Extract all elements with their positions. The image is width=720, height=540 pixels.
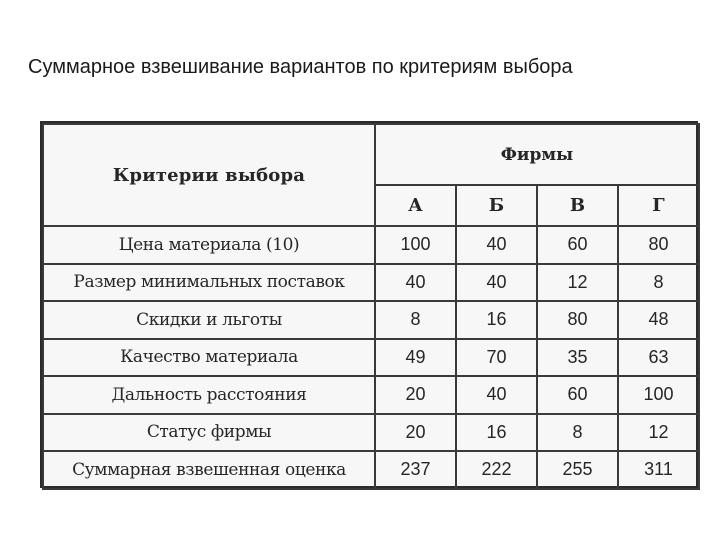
- value-cell: 60: [537, 226, 618, 264]
- table-row: [43, 264, 699, 302]
- total-value-cell: 255: [537, 451, 618, 489]
- value-cell: 20: [375, 414, 456, 452]
- value-cell: 100: [375, 226, 456, 264]
- table-row: [43, 376, 699, 414]
- criterion-cell: Скидки и льготы: [43, 301, 375, 339]
- value-cell: 12: [618, 414, 699, 452]
- table-header-row: [43, 124, 699, 185]
- value-cell: 8: [537, 414, 618, 452]
- criteria-table-figure: [40, 121, 698, 488]
- total-value-cell: 311: [618, 451, 699, 489]
- firm-header-v: В: [537, 185, 618, 226]
- value-cell: 70: [456, 339, 537, 377]
- slide-title: Суммарное взвешивание вариантов по критериям выбора: [28, 56, 573, 78]
- firm-header-g: Г: [618, 185, 699, 226]
- value-cell: 8: [618, 264, 699, 302]
- table-row-total: [43, 451, 699, 489]
- table-row: [43, 226, 699, 264]
- criterion-cell-total: Суммарная взвешенная оценка: [43, 451, 375, 489]
- value-cell: 80: [618, 226, 699, 264]
- firm-header-a: А: [375, 185, 456, 226]
- value-cell: 35: [537, 339, 618, 377]
- criteria-table: [42, 123, 700, 490]
- value-cell: 8: [375, 301, 456, 339]
- criterion-cell: Качество материала: [43, 339, 375, 377]
- total-value-cell: 222: [456, 451, 537, 489]
- table-row: [43, 339, 699, 377]
- firm-header-b: Б: [456, 185, 537, 226]
- value-cell: 20: [375, 376, 456, 414]
- value-cell: 16: [456, 414, 537, 452]
- criterion-cell: Статус фирмы: [43, 414, 375, 452]
- firms-group-header: Фирмы: [375, 124, 699, 185]
- value-cell: 40: [456, 376, 537, 414]
- value-cell: 100: [618, 376, 699, 414]
- value-cell: 40: [456, 226, 537, 264]
- table-row: [43, 301, 699, 339]
- criteria-column-header: Критерии выбора: [43, 124, 375, 226]
- value-cell: 49: [375, 339, 456, 377]
- value-cell: 40: [456, 264, 537, 302]
- value-cell: 40: [375, 264, 456, 302]
- criterion-cell: Цена материала (10): [43, 226, 375, 264]
- total-value-cell: 237: [375, 451, 456, 489]
- value-cell: 60: [537, 376, 618, 414]
- value-cell: 80: [537, 301, 618, 339]
- criterion-cell: Размер минимальных поставок: [43, 264, 375, 302]
- value-cell: 63: [618, 339, 699, 377]
- criterion-cell: Дальность расстояния: [43, 376, 375, 414]
- value-cell: 12: [537, 264, 618, 302]
- value-cell: 48: [618, 301, 699, 339]
- value-cell: 16: [456, 301, 537, 339]
- table-row: [43, 414, 699, 452]
